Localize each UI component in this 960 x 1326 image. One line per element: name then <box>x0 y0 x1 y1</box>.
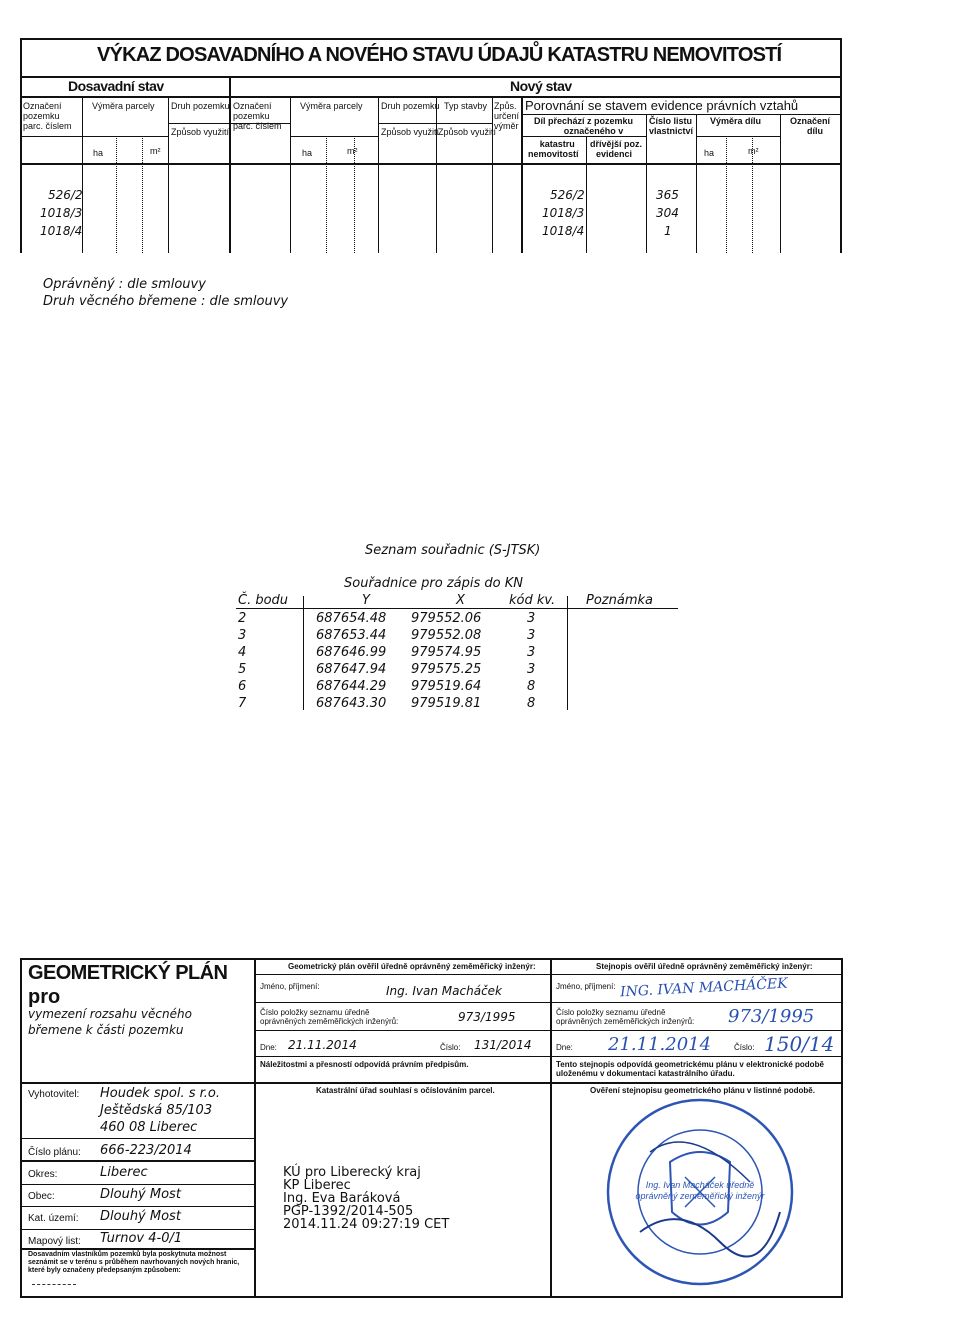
table-row: 6 687644.29 979519.64 8 <box>238 679 536 694</box>
note-opravneny: Oprávněný : dle smlouvy <box>43 277 206 292</box>
vyhotovitel-1: Houdek spol. s r.o. <box>100 1086 221 1101</box>
mapovy: Turnov 4-0/1 <box>100 1231 183 1246</box>
obec-label: Obec: <box>28 1191 55 1202</box>
coords-table <box>238 610 535 712</box>
col-cislo-listu: Číslo listu vlastnictví <box>649 116 694 136</box>
comparison-header: Porovnání se stavem evidence právních vztahů <box>525 98 799 113</box>
vyhotovitel-2: Ještědská 85/103 <box>100 1103 213 1118</box>
table-row: 3 687653.44 979552.08 3 <box>238 628 536 643</box>
plan-pro: pro <box>28 986 61 1008</box>
ku-line-4: PGP-1392/2014-505 <box>283 1204 414 1219</box>
old-parcel-2: 1018/3 <box>40 206 83 220</box>
cislo-planu: 666-223/2014 <box>100 1143 192 1158</box>
cislo-planu-label: Číslo plánu: <box>28 1147 81 1158</box>
cadastral-office: Katastrální úřad souhlasí s očíslováním parcel. <box>316 1086 495 1095</box>
old-parcel-1: 526/2 <box>48 188 83 202</box>
table-row: 7 687643.30 979519.81 8 <box>238 696 536 711</box>
unit-ha-3: ha <box>704 148 715 158</box>
copy-note: Tento stejnopis odpovídá geometrickému plánu v elektronické podobě uloženému v dokumentaci katastrálního úřadu. <box>556 1060 824 1078</box>
new-state-label: Nový stav <box>510 78 572 94</box>
ku-line-1: KÚ pro Liberecký kraj <box>283 1165 421 1180</box>
coords-h-bod: Č. bodu <box>238 593 289 608</box>
new-parcel-1: 526/2 <box>550 188 585 202</box>
table-row: 4 687646.99 979574.95 3 <box>238 645 536 660</box>
date-label: Dne: <box>260 1043 277 1052</box>
copy-date-value: 21.11.2014 <box>608 1034 712 1055</box>
new-parcel-3: 1018/4 <box>542 224 585 238</box>
copy-number-value: 150/14 <box>764 1032 835 1056</box>
lv-1: 365 <box>656 188 679 202</box>
ku-line-2: KP Liberec <box>283 1178 351 1193</box>
col-zpusob: Způsob využití <box>171 127 230 137</box>
ku-line-3: Ing. Eva Baráková <box>283 1191 401 1206</box>
col-vymera-dilu: Výměra dílu <box>710 116 762 126</box>
obec: Dlouhý Most <box>100 1187 181 1202</box>
copy-name-value: ING. IVAN MACHÁČEK <box>619 975 789 1001</box>
note-druh: Druh věcného břemene : dle smlouvy <box>43 294 289 309</box>
col-oznaceni: Označení pozemku parc. číslem <box>23 101 72 131</box>
page-title: VÝKAZ DOSAVADNÍHO A NOVÉHO STAVU ÚDAJŮ KATASTRU NEMOVITOSTÍ <box>97 44 782 66</box>
copy-number-label: Číslo: <box>734 1043 755 1052</box>
col-new-oznaceni: Označení pozemku parc. číslem <box>233 101 282 131</box>
col-new-vymera: Výměra parcely <box>300 101 363 111</box>
coords-subtitle: Souřadnice pro zápis do KN <box>344 576 523 591</box>
ku-signature <box>283 1166 449 1231</box>
kat: Dlouhý Most <box>100 1209 181 1224</box>
top-table <box>20 38 842 253</box>
verified-header: Geometrický plán ověřil úředně oprávněný zeměměřický inženýr: <box>288 962 536 971</box>
mapovy-label: Mapový list: <box>28 1236 81 1247</box>
col-zpus: Způs. určení výměr <box>494 101 520 131</box>
accuracy-note: Náležitostmi a přesností odpovídá právním předpisům. <box>260 1060 469 1069</box>
copy-item-label: Číslo položky seznamu úředně oprávněných zeměměřických inženýrů: <box>556 1008 695 1026</box>
copy-item-value: 973/1995 <box>728 1006 815 1027</box>
copy-header: Stejnopis ověřil úředně oprávněný zeměměřický inženýr: <box>596 962 813 971</box>
col-typ-stavby: Typ stavby <box>444 101 488 111</box>
coords-h-kod: kód kv. <box>509 593 556 608</box>
kat-label: Kat. území: <box>28 1213 79 1224</box>
lv-3: 1 <box>664 224 672 238</box>
col-typ-zpusob: Způsob využití <box>438 127 497 137</box>
col-oznaceni-dilu: Označení dílu <box>790 116 831 136</box>
col-dil: Díl přechází z pozemku označeného v <box>534 116 634 136</box>
copy-verified: Ověření stejnopisu geometrického plánu v listinné podobě. <box>590 1086 815 1095</box>
col-vymera: Výměra parcely <box>92 101 155 111</box>
date-value: 21.11.2014 <box>288 1038 357 1052</box>
vyhotovitel-3: 460 08 Liberec <box>100 1120 198 1135</box>
vyhotovitel-label: Vyhotovitel: <box>28 1089 80 1100</box>
copy-name-label: Jméno, příjmení: <box>556 982 616 991</box>
coords-h-y: Y <box>362 593 370 608</box>
okres-label: Okres: <box>28 1169 58 1180</box>
col-new-zpusob: Způsob využití <box>381 127 440 137</box>
col-druh: Druh pozemku <box>171 101 230 111</box>
number-value: 131/2014 <box>474 1038 532 1052</box>
old-state-label: Dosavadní stav <box>68 78 164 94</box>
stamp-text: Ing. Ivan Macháček úředně oprávněný zeměměřický inženýr <box>635 1180 765 1201</box>
name-label: Jméno, příjmení: <box>260 982 320 991</box>
lv-2: 304 <box>656 206 679 220</box>
unit-m2-3: m² <box>748 146 759 156</box>
number-label: Číslo: <box>440 1043 461 1052</box>
table-row: 2 687654.48 979552.06 3 <box>238 611 536 626</box>
owners-note: Dosavadním vlastníkům pozemků byla poskytnuta možnost seznámit se v terénu s průběhem navrhovaných nových hranic, které byly označeny předepsaným způsobem: <box>28 1251 240 1274</box>
plan-title: GEOMETRICKÝ PLÁN <box>28 962 228 984</box>
plan-purpose: vymezení rozsahu věcného břemene k části pozemku <box>28 1007 192 1037</box>
coords-h-poznamka: Poznámka <box>586 593 653 608</box>
unit-ha-1: ha <box>93 148 104 158</box>
coords-title: Seznam souřadnic (S-JTSK) <box>365 543 541 558</box>
old-parcel-3: 1018/4 <box>40 224 83 238</box>
unit-m2-1: m² <box>150 146 161 156</box>
coords-h-x: X <box>456 593 465 608</box>
col-drivejsi: dřívější poz. evidenci <box>590 139 643 159</box>
unit-m2-2: m² <box>347 146 358 156</box>
item-label: Číslo položky seznamu úředně oprávněných zeměměřických inženýrů: <box>260 1008 399 1026</box>
name-value: Ing. Ivan Macháček <box>386 984 502 998</box>
signature-dashes <box>32 1284 76 1285</box>
ku-line-5: 2014.11.24 09:27:19 CET <box>283 1217 450 1232</box>
new-parcel-2: 1018/3 <box>542 206 585 220</box>
copy-date-label: Dne: <box>556 1043 573 1052</box>
col-new-druh: Druh pozemku <box>381 101 440 111</box>
okres: Liberec <box>100 1165 148 1180</box>
col-katastru: katastru nemovitostí <box>528 139 579 159</box>
item-value: 973/1995 <box>458 1010 516 1024</box>
table-row: 5 687647.94 979575.25 3 <box>238 662 536 677</box>
unit-ha-2: ha <box>302 148 313 158</box>
